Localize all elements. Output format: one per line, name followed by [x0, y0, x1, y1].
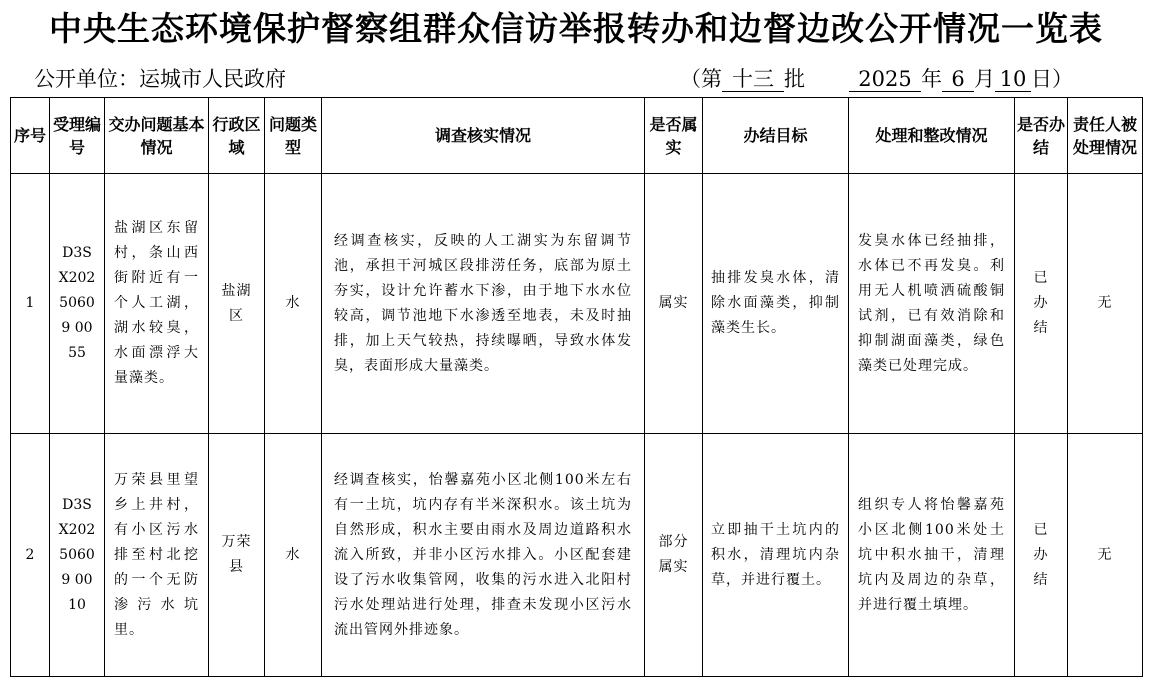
header-code: 受理编号	[50, 98, 105, 174]
cell-investigation: 经调查核实，怡馨嘉苑小区北侧100米左右有一土坑，坑内存有半米深积水。该土坑为自然形成，积水主要由雨水及周边道路积水流入所致，并非小区污水排入。小区配套建设了污水收集管网，收集的污水进入北阳村污水处理站进行处理，排查未发现小区污水流出管网外排迹象。	[322, 434, 645, 677]
cell-code: D3SX20250609 0010	[50, 434, 105, 677]
page-title: 中央生态环境保护督察组群众信访举报转办和边督边改公开情况一览表	[49, 9, 1103, 48]
header-verified: 是否属实	[645, 98, 703, 174]
cell-investigation: 经调查核实，反映的人工湖实为东留调节池，承担干河城区段排涝任务，底部为原土夯实，设计允许蓄水下渗，由于地下水水位较高，调节池地下水渗透至地表，未及时抽排，加上天气较热，持续曝晒，导致水体发臭，表面形成大量藻类。	[322, 174, 645, 434]
cell-goal: 立即抽干土坑内的积水，清理坑内杂草，并进行覆土。	[703, 434, 849, 677]
cell-seq: 1	[11, 174, 50, 434]
date-day: 10	[995, 67, 1031, 92]
cell-accountability: 无	[1068, 434, 1143, 677]
cell-verified: 属实	[645, 174, 703, 434]
cell-closed: 已办结	[1015, 174, 1068, 434]
batch-number: 十三	[722, 67, 784, 92]
report-table	[10, 97, 1143, 677]
cell-problem: 万荣县里望乡上井村，有小区污水排至村北挖的一个无防渗污水坑里。	[105, 434, 209, 677]
publisher-name: 运城市人民政府	[139, 67, 286, 91]
date-year: 2025	[849, 67, 921, 92]
batch-unit: 批	[784, 67, 805, 91]
header-closed: 是否办结	[1015, 98, 1068, 174]
batch-date-line	[680, 64, 1073, 94]
cell-goal: 抽排发臭水体，清除水面藻类，抑制藻类生长。	[703, 174, 849, 434]
header-problem: 交办问题基本情况	[105, 98, 209, 174]
table-row	[11, 434, 1143, 677]
cell-code: D3SX20250609 0055	[50, 174, 105, 434]
cell-rectification: 发臭水体已经抽排，水体已不再发臭。利用无人机喷洒硫酸铜试剂，已有效消除和抑制湖面藻类，绿色藻类已处理完成。	[849, 174, 1015, 434]
header-investigation: 调查核实情况	[322, 98, 645, 174]
table-header-row	[11, 98, 1143, 174]
cell-region: 万荣县	[209, 434, 265, 677]
header-seq: 序号	[11, 98, 50, 174]
cell-type: 水	[265, 434, 322, 677]
publisher-line	[34, 64, 286, 94]
batch-open: （第	[680, 67, 722, 91]
cell-verified: 部分属实	[645, 434, 703, 677]
date-month: 6	[942, 67, 974, 92]
date-month-unit: 月	[974, 67, 995, 91]
cell-closed: 已办结	[1015, 434, 1068, 677]
cell-problem: 盐湖区东留村，条山西街附近有一个人工湖，湖水较臭，水面漂浮大量藻类。	[105, 174, 209, 434]
cell-region: 盐湖区	[209, 174, 265, 434]
header-region: 行政区域	[209, 98, 265, 174]
publisher-label: 公开单位：	[34, 67, 139, 91]
header-goal: 办结目标	[703, 98, 849, 174]
header-rectification: 处理和整改情况	[849, 98, 1015, 174]
date-year-unit: 年	[921, 67, 942, 91]
cell-seq: 2	[11, 434, 50, 677]
table-row	[11, 174, 1143, 434]
header-accountability: 责任人被处理情况	[1068, 98, 1143, 174]
cell-accountability: 无	[1068, 174, 1143, 434]
date-day-unit: 日）	[1031, 67, 1073, 91]
cell-rectification: 组织专人将怡馨嘉苑小区北侧100米处土坑中积水抽干，清理坑内及周边的杂草，并进行覆土填埋。	[849, 434, 1015, 677]
cell-type: 水	[265, 174, 322, 434]
header-type: 问题类型	[265, 98, 322, 174]
